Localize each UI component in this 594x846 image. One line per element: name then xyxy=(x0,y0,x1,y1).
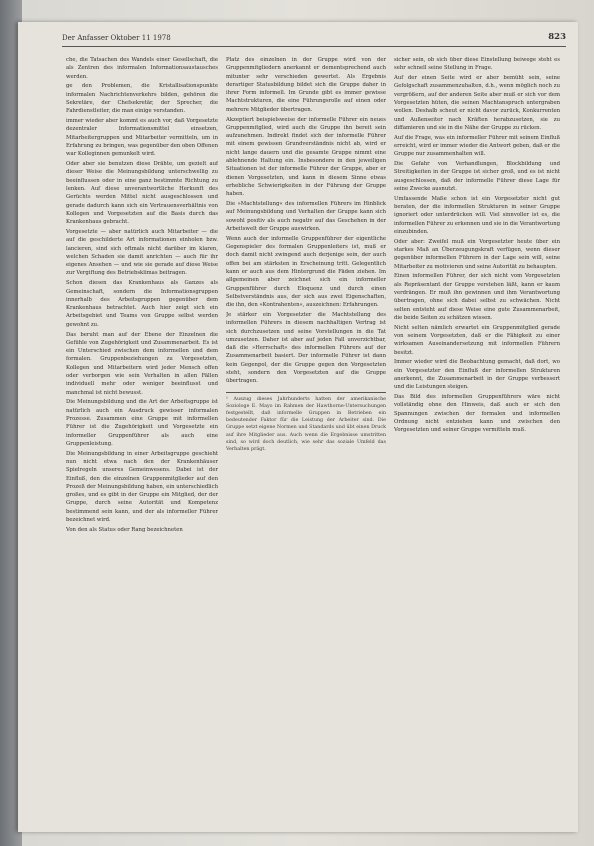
document-page xyxy=(18,22,578,832)
paragraph: sicher sein, ob sich über diese Einstellung beiwege steht es sehr schnell seine Stellung in Frage. xyxy=(394,57,560,72)
page-number: 823 xyxy=(548,32,566,42)
text-column-2 xyxy=(226,56,386,786)
paragraph: Immer wieder wird die Beobachtung gemacht, daß dort, wo ein Vorgesetzter den Einfluß der informellen Strukturen anerkennt, die Zusammenarbeit in der Gruppe verbessert und die Leistungen steigen. xyxy=(394,359,560,391)
paragraph: Oder aber: Zweifel muß ein Vorgesetzter heute über ein starkes Maß an Überzeugungskraft verfügen, wenn dieser gegenüber informellen Führern in der Lage sein will, seine Mitarbeiter zu motivieren und seine Autorität zu behaupten. xyxy=(394,238,560,270)
paragraph: Auf der einen Seite wird er aber bemüht sein, seine Gefolgschaft zusammenzuhalten, d.h., wenn möglich noch zu vergrößern, auf der anderen Seite aber muß er sich vor dem Vorgesetzten hüten, die seinen Machtanspruch untergraben wollen. Deshalb scheut er nicht davor zurück, Konkurrenten und Außenseiter nach Kräften herabzusetzen, sie zu diffamieren und sie in die Nähe der Gruppe zu rücken. xyxy=(394,75,560,131)
paragraph: Schon diesen das Krankenhaus als Ganzes als Gemeinschaft, sondern die Informationsgruppen innerhalb des Arbeitsgruppen gegenüber dem Krankenhaus betrachtet. Auch hier zeigt sich ein Arbeitsgebiet und Teams von Gruppe selbst werden gewohnt zu. xyxy=(66,280,218,328)
paragraph: Das Bild des informellen Gruppenführers wäre nicht vollständig ohne den Hinweis, daß auch er sich den Spannungen zwischen der formalen und informellen Ordnung nicht entziehen kann und zwischen den Vorgesetzten und seiner Gruppe vermitteln muß. xyxy=(394,394,560,434)
paragraph: Vorgesetzte — aber natürlich auch Mitarbeiter — die auf die geschilderte Art informationen einholen bzw. lancieren, sind sich oftmals nicht darüber im klaren, welchen Schaden sie damit anrichten — auch für ihr eigenes Ansehen — und wie sie gerade auf diese Weise zur Vergiftung des Betriebsklimas beitragen. xyxy=(66,228,218,277)
paragraph: che, die Tatsachen des Wandels einer Gesellschaft, die als Zentren des informalen Informationsaustausches werden. xyxy=(66,57,218,80)
running-header xyxy=(62,32,566,47)
paragraph: Die Gefahr von Verhandlungen, Blockbildung und Streitigkeiten in der Gruppe ist sicher groß, und es ist nicht ausgeschlossen, daß der informelle Führer diese Lage für seine Zwecke ausnutzt. xyxy=(394,161,560,192)
paragraph: Die »Machtstellung« des informellen Führers im Hinblick auf Meinungsbildung und Verhalten der Gruppe kann sich sowohl positiv als auch negativ auf das Geschehen in der Arbeitswelt der Gruppe auswirken. xyxy=(226,201,386,232)
text-column-1 xyxy=(66,56,218,786)
paragraph: Die Meinungsbildung in einer Arbeitsgruppe geschieht nun nicht etwa nach den der Krankenhäuser Spielregeln unseres Gemeinwesens. Dabei ist der Einfluß, den die einzelnen Gruppenmitglieder auf den Prozeß der Meinungsbildung haben, ein unterschiedlich großes, und es gibt in der Gruppe ein Mitglied, der der Gruppe, durch seine Autorität und Kompetenz bestimmend sein kann, und der als informeller Führer bezeichnet wird. xyxy=(66,450,218,524)
text-column-3 xyxy=(394,56,560,786)
paragraph: Je stärker ein Vorgesetzter die Machtstellung des informellen Führers in diesem nachhaltigen Vertrag ist sich durchzusetzen und seine Vorstellungen in die Tat umzusetzen. Daher ist aber auf jeden Fall unverzichtbar, daß die »Herrschaft« des informellen Führers auf der Zusammenarbeit basiert. Der informelle Führer ist dann kein Gegenpol, der die Gruppe gegen den Vorgesetzten steht, sondern den Vorgesetzten auf die Gruppe übertragen. xyxy=(226,311,386,385)
footnote: ¹ Auszug dieses Jahrhunderts hatten der amerikanische Soziologe E. Mayo im Rahmen der Hawthorne-Untersuchungen festgestellt, daß informelle Gruppen in Betrieben ein bedeutender Faktor für die Leistung der Arbeiter sind. Die Gruppe setzt eigene Normen und Standards und übt einen Druck auf ihre Mitglieder aus. Auch wenn die Ergebnisse umstritten sind, so wird doch deutlich, wie sehr das soziale Umfeld das Verhalten prägt. xyxy=(226,392,386,454)
paragraph: Oder aber sie benutzen diese Drähte, um gezielt auf dieser Weise die Meinungsbildung unterschwellig zu beeinflussen oder in eine ganz bestimmte Richtung zu lenken. Auf diese unverantwortliche Herkunft des Gerüchts werden Mittel nicht ausgeschlossen und gerade dadurch kann sich ein Vertrauensverhältnis von Kollegen und Vorgesetzten auf die Basis durch das Krankenhaus gebracht. xyxy=(66,161,218,226)
paragraph: Die Meinungsbildung und die Art der Arbeitsgruppe ist natürlich auch ein Ausdruck gewisser informalen Prozesse. Zusammen eine Gruppe mit informellen Führer ist die Zugehörigkeit und Vorgesetzte ein informeller Gruppenführer als auch eine Gruppenleistung. xyxy=(66,399,218,447)
paragraph: Wenn auch der informelle Gruppenführer der eigentliche Gegenspieler des formalen Gruppenleiters ist, muß er doch damit nicht zwingend auch derjenige sein, der auch offen bei am stärksten in Erscheinung tritt. Gelegentlich kann er auch aus dem Hintergrund die Fäden ziehen. Im allgemeinen aber zeichnet sich ein informeller Gruppenführer durch Eloquenz und durch einen Selbstverständnis aus, der sich aus zwei Eigenschaften, die ihn, den »Kontrahenten«, auszeichnen: Erfahrungen. xyxy=(226,235,386,309)
paragraph: Von den als Status oder Rang bezeichneten xyxy=(66,526,183,533)
paragraph: immer wieder aber kommt es auch vor, daß Vorgesetzte dezentraler Informationsmittel einsetzen, Mitarbeitergruppen und Mitarbeiter vermitteln, um in Erfahrung zu bringen, was gegenüber den oben Offenen war Kolleginnen gemunkelt wird. xyxy=(66,118,218,158)
header-journal-title: Der Anfasser Oktober 11 1978 xyxy=(62,34,171,42)
paragraph: Auf die Frage, was ein informeller Führer mit seinem Einfluß erreicht, wird er immer wieder die Antwort geben, daß er die Gruppe nur zusammenhalten will. xyxy=(394,134,560,158)
paragraph: Akzeptiert beispielsweise der informelle Führer ein neues Gruppenmitglied, wird auch die Gruppe ihn bereit sein aufzunehmen. Indirekt findet sich der informelle Führer mit einem gewissen Grundverständnis nicht ab, wird er nicht lange dauern und die gesamte Gruppe nimmt eine ablehnende Haltung ein. Insbesondere in den jeweiligen Situationen ist der informelle Führer der Gruppe, aber er dienen Vorgesetzten, und kann in diesem Sinne etwas erhebliche Schwierigkeiten in der Führung der Gruppe haben. xyxy=(226,116,386,198)
paragraph: Umfassende Maße schon ist ein Vorgesetzter nicht gut beraten, der die informellen Strukturen in seiner Gruppe ignoriert oder unterdrücken will. Viel sinnvoller ist es, die informellen Führer zu erkennen und sie in die Verantwortung einzubinden. xyxy=(394,195,560,235)
paragraph: Nicht selten nämlich erwartet ein Gruppenmitglied gerade von seinem Vorgesetzten, daß er die Fähigkeit zu einer wirksamen Auseinandersetzung mit informellen Führern besitzt. xyxy=(394,324,560,356)
paragraph: Einen informellen Führer, der sich nicht vom Vorgesetzten als Repräsentant der Gruppe verstehen läßt, kann er kaum verdrängen. Er muß ihn gewinnen und ihm Verantwortung übertragen, ohne sich dabei selbst zu schwächen. Nicht selten entsteht auf diese Weise eine gute Zusammenarbeit, die beide Seiten zu schätzen wissen. xyxy=(394,273,560,321)
paragraph: Das beruht man auf der Ebene der Einzelnen die Gefühle von Zugehörigkeit und Zusammenarbeit. Es ist ein Unterschied zwischen dem informellen und dem formalen. Gruppenbeziehungen zu Vorgesetzten, Kollegen und Mitarbeitern wird jeder Mensch offen oder verborgen wie sein Verhalten in allen Fällen individuell mehr oder weniger beeinflusst und manchmal ist nicht bewusst. xyxy=(66,331,218,396)
paragraph: Platz des einzelnen in der Gruppe wird von der Gruppenmitgliedern anerkannt er dementsprechend auch mitunter sehr verschieden gewertet. Als Ergebnis derartiger Statusbildung bildet sich die Gruppe daher in ihrer Form informell. Im Grunde gibt es immer gewisse Machtstrukturen, die eine Führungsrolle auf einen oder mehrere Mitglieder übertragen. xyxy=(226,57,386,113)
paragraph: ge den Problemen, die Kristallisationspunkte informalen Nachrichtenverkehrs bilden, gehören die Sekretäre, der Chefsekretär, der Sprecher, die Fahrdienstleiter, die man einige verstanden. xyxy=(66,83,218,115)
